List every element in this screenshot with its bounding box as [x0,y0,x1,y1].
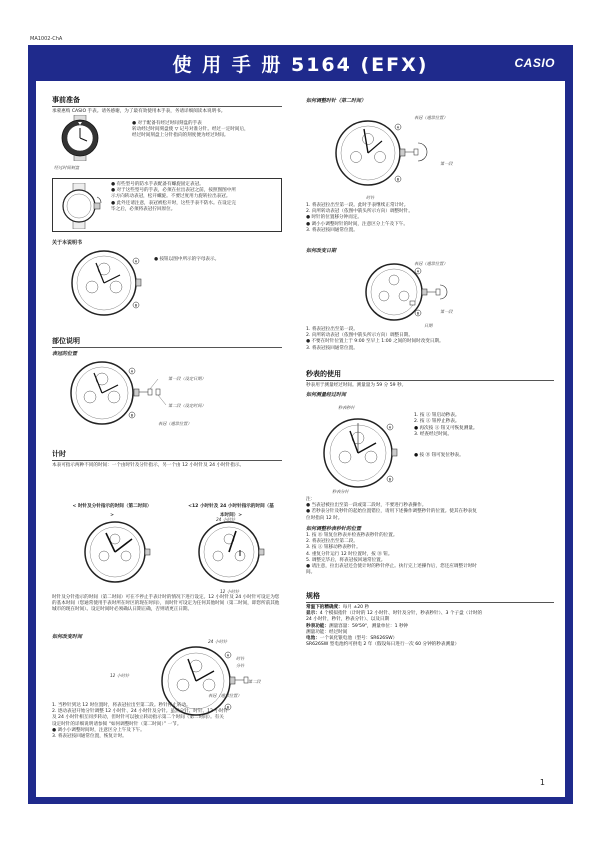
manual-frame [28,45,573,804]
date-steps [306,327,554,352]
adjust-hour-hand-label: 时针 [366,195,375,200]
date-label: 日期 [424,323,433,328]
second-time-watch [82,519,152,585]
stopwatch-intro: 秒表用于测量经过时间。测量量为 59 分 59 秒。 [306,383,407,388]
stopwatch-step: ● 再次按 Ⓐ 钮又可恢复测量。 [414,425,478,431]
svg-text:A: A [134,259,138,264]
spec-row: 电池：一个氧化银电池（型号：SR626SW） [306,636,398,642]
stopwatch-section [306,369,554,399]
screw-crown-line: ● 有些型号的防水手表配备有螺旋固定表冠。 [111,182,204,187]
stopwatch-step: 1. 按 Ⓐ 钮启动秒表。 [414,413,460,418]
stopwatch-adjust-step: 5. 调整完毕后，将表冠按回通常位置。 [306,557,386,563]
set-time-step: 及 24 小时针相互同步转动，但时针可以独立转动指示第二个时间（第二时间）。有关 [52,715,224,721]
set-time-step: 1. 当秒针到达 12 时位置时，将表冠拉出至第二段。秒针停止转动。 [52,703,191,708]
about-watch-illustration [66,247,148,319]
adjust-hour-sub: 如何调整时针（第二时间） [306,98,367,104]
svg-text:B: B [388,477,392,482]
spec-section [306,591,554,648]
timekeeping-intro: 本表可指示两种不同的时间：一个由时针及分针指示，另一个由 12 小时针及 24 小时针指示。 [52,463,245,468]
stopwatch-notes-head: 注： [306,497,316,502]
screw-crown-line: ● 对于这些型号的手表，必须在拉出表冠之前，按照图图中所 [111,188,236,194]
stopwatch-adjust-step: 1. 按 Ⓑ 钮复位秒表并检查秒表秒针的位置。 [306,533,398,538]
date-step: ● 不要在时针位置上于 9:00 至早上 1:00 之间的时间时改变日期。 [306,339,444,345]
about-note: ● 按钮以图中所示的字母表示。 [154,257,220,262]
bezel-watch-illustration [56,115,104,161]
stopwatch-minute-label: 秒表分针 [332,489,349,494]
date-crown-label: 表冠（通常位置） [414,261,448,266]
adjust-hour-step: 1. 将表冠拉出至第一段。此时手表继续正常计时。 [306,203,409,208]
adjust-hour-step: 3. 将表冠按回通常位置。 [306,227,358,233]
svg-text:B: B [226,705,230,710]
screw-crown-watch-illustration [59,183,103,229]
stopwatch-sub: 如何测量经过时间 [306,392,347,399]
spec-row: 常温下的精确度：每月 ±20 秒 [306,605,370,610]
stopwatch-notes [306,497,554,522]
timekeeping-section [52,449,282,469]
stopwatch-step: 2. 按 Ⓐ 钮停止秒表。 [414,419,460,425]
date-first-label: 第一段 [440,309,453,314]
date-step: 3. 将表冠按回通常位置。 [306,345,358,351]
bezel-bullet [132,121,282,140]
svg-text:B: B [396,177,400,182]
label-hour-hand: 时针 [236,656,245,661]
parts-label-second: 第二段（设定时间） [168,403,206,408]
caption-base-time: <12 小时针及 24 小时针指示的时间（基本时间）> [188,504,274,519]
spec-row: 24 小时针，秒针，秒表分针）、以及日期 [306,617,390,623]
stopwatch-step: 3. 经查经过时间。 [414,432,453,438]
svg-text:A: A [130,369,134,374]
screw-crown-line: ● 此外还请注意，表冠被松开时，这些手表不防水。在设定完 [111,200,236,206]
svg-text:B: B [416,311,420,316]
adjust-hour-step: ● 时针的位置移分钟而定。 [306,215,363,221]
adjust-hour-steps [306,203,554,234]
stopwatch-adjust-step: 间。 [306,570,316,576]
adjust-hour-step: 2. 向所转动表冠（依图中箭头所示方向）调整时针。 [306,209,413,215]
label-second-position: 第二段 [248,679,261,684]
parts-label-crown: 表冠（通常位置） [158,421,192,426]
page-title: 使 用 手 册 5164 (EFX) [172,54,429,76]
content-area [36,81,565,797]
screw-crown-box [52,178,282,232]
spec-row: 秒表功能：测量容量：59'59"，测量单位：1 秒钟 [306,623,409,629]
adjust-hour-first-label: 第一段 [440,161,453,166]
spec-row: SR626SW 型电池约可供电 2 年（假设每日进行一次 60 分钟的秒表测量） [306,642,460,648]
parts-section [52,336,282,358]
label-minute-hand: 分针 [236,663,245,668]
parts-sub: 表冠的位置 [52,351,78,357]
set-time-step: 2. 逐动表冠开始分针调整 12 小时针、24 小时针及分针。虽然分针、时针、12 小时针 [52,709,229,715]
stopwatch-note: 位时指向 12 时。 [306,515,343,521]
stopwatch-adjust-step: ● 请注意，拉出表冠还会使计时的秒针停止。执行完上述操作后，您还应调整计时时 [306,564,477,570]
label-normal-position: 表冠（通常位置） [208,693,242,698]
stopwatch-adjust-step: 2. 将表冠拉出至第二段。 [306,539,358,545]
date-step: 1. 将表冠拉出至第一段。 [306,327,358,332]
screw-crown-line: 毕之后，必须将表冠拧回原位。 [111,206,176,212]
title-bar [28,45,573,79]
parts-watch-illustration [66,359,226,427]
label-24h-hand: 24 小时针 [216,517,236,522]
label-12h-hand: 12 小时针 [220,589,240,594]
about-heading: 关于本说明书 [52,240,83,246]
adjust-hour-step: ● 调小小调整时针的时间，注意区分上午及下午。 [306,221,408,227]
adjust-hour-section [306,95,554,105]
stopwatch-heading: 秒表的使用 [306,369,554,381]
bezel-bullet-line: ● 对于配备有经过时间刻盘的手表 [132,121,202,126]
set-time-step: 设定时针的详细说明请参阅 “如何调整时针（第二时间）” 一节。 [52,721,182,727]
date-sub: 如何改变日期 [306,248,337,254]
bezel-label: 经过时间刻盘 [54,165,80,170]
base-time-watch [196,519,266,585]
svg-text:B: B [130,413,134,418]
about-section [52,237,282,247]
bezel-bullet-line: 经过时间刻盘上分针指向的刻度便为经过时间。 [132,133,229,139]
label-12h-hand-b: 12 小时针 [110,673,130,678]
svg-text:B: B [134,303,138,308]
spec-row: 测量功能：经过时间 [306,629,348,635]
svg-text:A: A [416,269,420,274]
stopwatch-adjust-section [306,523,554,576]
stopwatch-second-label: 秒表秒针 [338,405,355,410]
casio-logo: CASIO [514,56,555,70]
svg-text:A: A [226,653,230,658]
page-number: 1 [539,778,545,787]
timekeeping-heading: 计时 [52,449,282,461]
parts-heading: 部位说明 [52,336,282,348]
set-time-step: 3. 将表冠按回通常位置，恢复计时。 [52,734,127,740]
stopwatch-adjust-sub: 如何调整秒表秒针的位置 [306,526,362,532]
screw-crown-text [111,182,279,213]
parts-label-first: 第一段（设定日期） [168,376,206,381]
set-time-sub: 如何改变时间 [52,634,83,640]
svg-text:A: A [396,125,400,130]
stopwatch-steps [414,413,554,459]
stopwatch-watch [318,411,408,493]
prep-intro: 承蒙惠购 CASIO 手表。请务感谢，为了最有效使用本手表，务请详细阅读本说明书。 [52,109,226,114]
spec-row: 显示：4 个模拟指针（计时的 12 小时针、时针及分针，秒表秒针）、3 个子盘（计时的 [306,611,483,617]
prep-section [52,95,282,115]
spec-heading: 规格 [306,591,554,603]
stopwatch-note: ● 当表冠被拉出至第一段或第二段时，不要进行秒表操作。 [306,503,427,509]
date-section [306,245,554,255]
date-step: 2. 向所转动表冠（依图中箭头所示方向）调整日期。 [306,333,413,339]
stopwatch-step: ● 按 Ⓑ 钮可复位秒表。 [414,452,464,458]
svg-text:A: A [388,425,392,430]
document-code: MA1002-ChA [30,36,63,42]
stopwatch-note: ● 若秒表分针及秒针的起始位置错位，请用下述操作调整秒针的位置。使其在秒表复 [306,509,477,515]
stopwatch-adjust-step: 4. 重复分针运行 12 时位置时，按 Ⓑ 钮。 [306,551,393,557]
label-24h-hand-b: 24 小时针 [208,639,228,644]
adjust-hour-crown-label: 表冠（通常位置） [414,115,448,120]
stopwatch-adjust-steps [306,533,554,576]
date-watch [358,259,468,325]
timekeeping-para: 时针及分针指示的时间（第二时间）可在不停止手表计时的情况下进行设定。12 小时针及 24 小时针可设定为您的基本时间（您通常使用手表时所在时区的现在时间），而时针可设定为任何其他时间（第二时间，即您所前其他城市的现在时间）。设定时间时必须确认日期正确，否则请更正日期。 [52,595,280,613]
caption-second-time: < 时针及分针指示的时间（第二时间）> [72,504,152,519]
stopwatch-adjust-step: 3. 按 Ⓐ 钮移动秒表秒针。 [306,545,361,551]
bezel-bullet-line: 转动经过时间刻盘使 ▽ 记号对准分针。经过一定时间后， [132,127,249,133]
set-time-steps [52,703,282,740]
adjust-hour-watch [318,111,448,195]
prep-heading: 事前准备 [52,95,282,107]
screw-crown-line: 示方向转动表冠，松开螺旋。不要过度用力旋转拉出表冠。 [111,194,231,200]
set-time-step: ● 调小小调整时间时，注意区分上午及下午。 [52,727,145,733]
